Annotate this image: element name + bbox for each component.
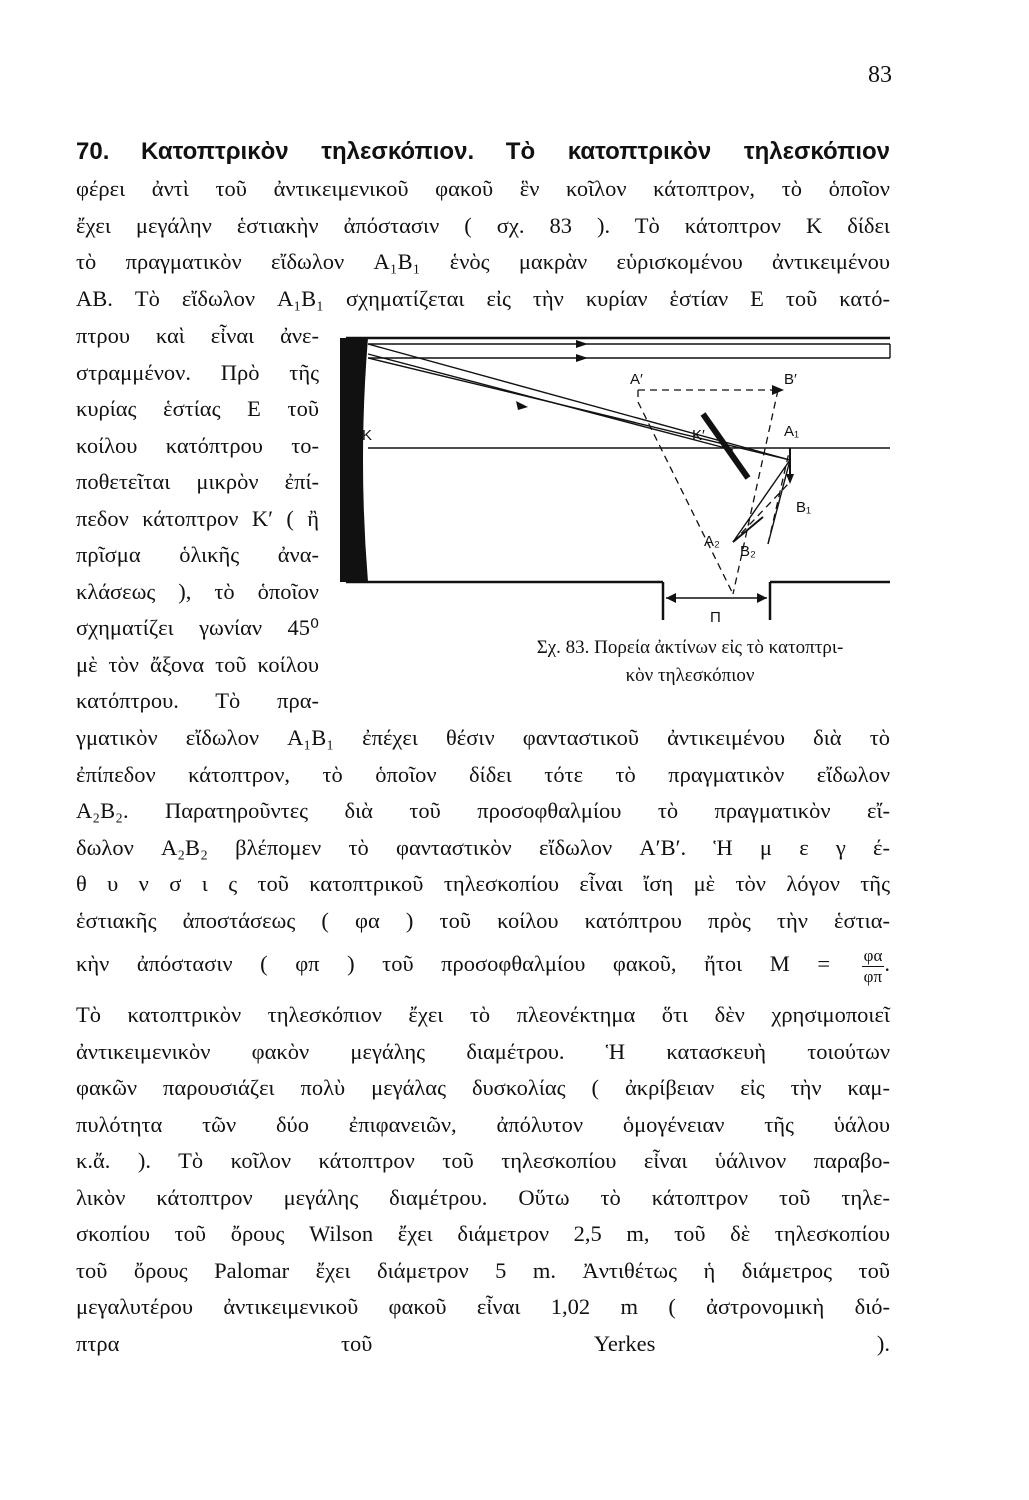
text-line: κοίλου κατόπτρου το- [76, 432, 319, 458]
text-line: πτρου καὶ εἶναι ἀνε- [76, 323, 319, 348]
text-line: φέρει ἀντὶ τοῦ ἀντικειμενικοῦ φακοῦ ἓν κοῖλον κάτοπτρον, τὸ ὁποῖον [76, 176, 890, 201]
text-line: κλάσεως ), τὸ ὁποῖον [76, 578, 319, 604]
label-b2: B₂ [740, 543, 756, 560]
text-line: πυλότητα τῶν δύο ἐπιφανειῶν, ἀπόλυτον ὁμογένειαν τῆς ὑάλου [76, 1111, 890, 1137]
text-line: ἔχει μεγάλην ἑστιακὴν ἀπόστασιν ( σχ. 83 ). Τὸ κάτοπτρον Κ δίδει [76, 212, 890, 238]
label-a2: A₂ [704, 533, 720, 550]
text-line: ποθετεῖται μικρὸν ἐπί- [76, 469, 319, 494]
text-line: στραμμένον. Πρὸ τῆς [76, 359, 319, 385]
section-title: Κατοπτρικὸν τηλεσκόπιον. [141, 138, 475, 165]
formula-end: . [884, 951, 890, 977]
text-line: τοῦ ὄρους Palomar ἔχει διάμετρον 5 m. Ἀντιθέτως ἡ διάμετρος τοῦ [76, 1257, 890, 1283]
fraction-denominator: φπ [863, 966, 883, 986]
section-heading-line [76, 140, 890, 164]
text-line: ἐπίπεδον κάτοπτρον, τὸ ὁποῖον δίδει τότε τὸ πραγματικὸν εἴδωλον [76, 761, 890, 787]
figure-caption [480, 634, 900, 689]
text-line: πρῖσμα ὁλικῆς ἀνα- [76, 542, 319, 567]
telescope-tube [346, 338, 890, 620]
formula-text: κὴν ἀπόστασιν ( φπ ) τοῦ προσοφθαλμίου φακοῦ, ἤτοι M = [76, 951, 831, 977]
incoming-rays [368, 344, 890, 544]
formula-line [76, 946, 890, 986]
text-line: φακῶν παρουσιάζει πολὺ μεγάλας δυσκολίας ( ἀκρίβειαν εἰς τὴν καμ- [76, 1075, 890, 1100]
text-line: πεδον κάτοπτρον Κ′ ( ἢ [76, 505, 319, 531]
concave-mirror [340, 338, 368, 582]
magnification-fraction [862, 946, 885, 986]
text-line: κατόπτρου. Τὸ πρα- [76, 688, 319, 713]
section-number: 70. [76, 138, 110, 165]
label-a-prime: A′ [630, 371, 643, 388]
text-line: σχηματίζει γωνίαν 45⁰ [76, 615, 319, 640]
text-line: Τὸ κατοπτρικὸν τηλεσκόπιον ἔχει τὸ πλεονέκτημα ὅτι δὲν χρησιμοποιεῖ [76, 1002, 890, 1027]
text-line: τὸ πραγματικὸν εἴδωλον A₁B₁ ἑνὸς μακρὰν εὑρισκομένου ἀντικειμένου [76, 249, 890, 274]
text-line: ἑστιακῆς ἀποστάσεως ( φα ) τοῦ κοίλου κατόπτρου πρὸς τὴν ἑστια- [76, 907, 890, 933]
label-a1: A₁ [784, 423, 800, 440]
text-line: A₂B₂. Παρατηροῦντες διὰ τοῦ προσοφθαλμίου τὸ πραγματικὸν εἴ- [76, 798, 890, 823]
text-line: σκοπίου τοῦ ὄρους Wilson ἔχει διάμετρον 2,5 m, τοῦ δὲ τηλεσκοπίου [76, 1221, 890, 1246]
label-k: K [362, 427, 373, 444]
caption-line-2: κὸν τηλεσκόπιον [625, 664, 755, 686]
page-number: 83 [868, 62, 892, 88]
text-line: δωλον A₂B₂ βλέπομεν τὸ φανταστικὸν εἴδωλον A′B′. Ἡ μ ε γ έ- [76, 834, 890, 860]
text-line: μεγαλυτέρου ἀντικειμενικοῦ φακοῦ εἶναι 1,02 m ( ἀστρονομικὴ διό- [76, 1294, 890, 1319]
text-line: λικὸν κάτοπτρον μεγάλης διαμέτρου. Οὕτω τὸ κάτοπτρον τοῦ τηλε- [76, 1184, 890, 1210]
text-line: κυρίας ἑστίας Ε τοῦ [76, 396, 319, 421]
section-run-in: Τὸ κατοπτρικὸν τηλεσκόπιον [505, 138, 891, 165]
label-k-prime: K′ [692, 427, 705, 444]
label-b-prime: B′ [784, 371, 797, 388]
label-b1: B₁ [796, 499, 812, 516]
text-line: μὲ τὸν ἄξονα τοῦ κοίλου [76, 651, 319, 677]
text-line: AB. Τὸ εἴδωλον A₁B₁ σχηματίζεται εἰς τὴν κυρίαν ἑστίαν Ε τοῦ κατό- [76, 285, 890, 311]
text-line: κ.ἄ. ). Τὸ κοῖλον κάτοπτρον τοῦ τηλεσκοπίου εἶναι ὑάλινον παραβο- [76, 1148, 890, 1173]
telescope-diagram [338, 332, 898, 632]
text-line: ἀντικειμενικὸν φακὸν μεγάλης διαμέτρου. Ἡ κατασκευὴ τοιούτων [76, 1038, 890, 1064]
text-line: πτρα τοῦ Yerkes ). [76, 1330, 890, 1356]
caption-line-1: Σχ. 83. Πορεία ἀκτίνων εἰς τὸ κατοπτρι- [536, 637, 844, 658]
text-line: γματικὸν εἴδωλον A₁B₁ ἐπέχει θέσιν φανταστικοῦ ἀντικειμένου διὰ τὸ [76, 725, 890, 750]
text-line: θ υ ν σ ι ς τοῦ κατοπτρικοῦ τηλεσκοπίου εἶναι ἴση μὲ τὸν λόγον τῆς [76, 871, 890, 896]
fraction-numerator: φα [863, 946, 883, 965]
label-pi: Π [710, 609, 721, 626]
